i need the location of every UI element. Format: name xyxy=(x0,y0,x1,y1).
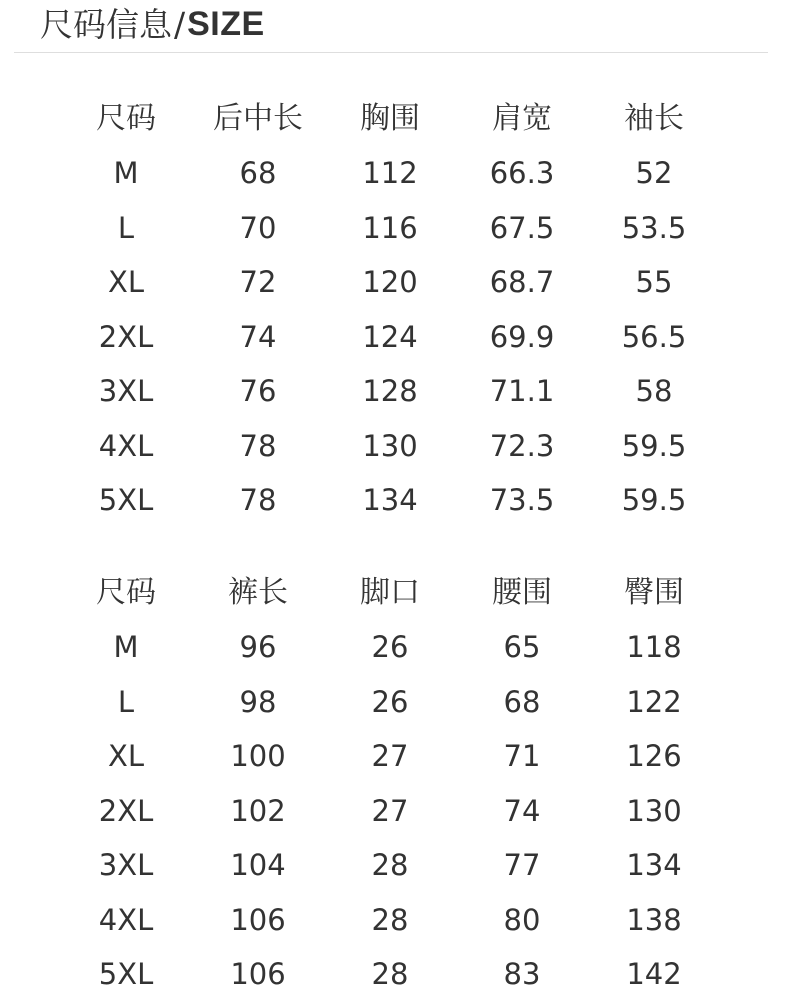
table-cell: 3XL xyxy=(60,365,192,420)
table-cell: 59.5 xyxy=(588,474,720,529)
table-cell: 130 xyxy=(588,784,720,839)
table-row xyxy=(60,419,720,474)
table-cell: 26 xyxy=(324,621,456,676)
table-cell: 106 xyxy=(192,948,324,1002)
table-cell: 26 xyxy=(324,675,456,730)
table-cell: 72.3 xyxy=(456,419,588,474)
table-cell: 130 xyxy=(324,419,456,474)
table-row xyxy=(60,730,720,785)
column-header: 肩宽 xyxy=(456,92,588,147)
table-cell: 124 xyxy=(324,310,456,365)
table-cell: 4XL xyxy=(60,419,192,474)
table-cell: 71.1 xyxy=(456,365,588,420)
table-cell: 72 xyxy=(192,256,324,311)
table-cell: 2XL xyxy=(60,310,192,365)
table-cell: M xyxy=(60,147,192,202)
table-row xyxy=(60,784,720,839)
top-size-table xyxy=(60,92,720,528)
page-title-english: SIZE xyxy=(187,7,265,41)
table-cell: 74 xyxy=(456,784,588,839)
column-header: 胸围 xyxy=(324,92,456,147)
column-header: 尺码 xyxy=(60,566,192,621)
table-cell: 65 xyxy=(456,621,588,676)
table-cell: 68 xyxy=(456,675,588,730)
table-cell: 77 xyxy=(456,839,588,894)
table-cell: 3XL xyxy=(60,839,192,894)
table-cell: 53.5 xyxy=(588,201,720,256)
table-cell: 73.5 xyxy=(456,474,588,529)
page-title xyxy=(40,0,265,48)
table-cell: 58 xyxy=(588,365,720,420)
table-row xyxy=(60,310,720,365)
table-cell: 70 xyxy=(192,201,324,256)
table-cell: 59.5 xyxy=(588,419,720,474)
table-row xyxy=(60,256,720,311)
table-cell: 28 xyxy=(324,893,456,948)
table-cell: 69.9 xyxy=(456,310,588,365)
table-cell: 67.5 xyxy=(456,201,588,256)
table-cell: 112 xyxy=(324,147,456,202)
column-header: 腰围 xyxy=(456,566,588,621)
table-cell: 96 xyxy=(192,621,324,676)
column-header: 后中长 xyxy=(192,92,324,147)
column-header: 袖长 xyxy=(588,92,720,147)
table-cell: 134 xyxy=(324,474,456,529)
bottom-size-table xyxy=(60,566,720,1002)
table-cell: 28 xyxy=(324,839,456,894)
table-cell: 2XL xyxy=(60,784,192,839)
table-cell: 83 xyxy=(456,948,588,1002)
table-row xyxy=(60,474,720,529)
table-cell: 138 xyxy=(588,893,720,948)
table-cell: 100 xyxy=(192,730,324,785)
table-cell: 74 xyxy=(192,310,324,365)
table-header-row xyxy=(60,566,720,621)
table-cell: L xyxy=(60,675,192,730)
column-header: 臀围 xyxy=(588,566,720,621)
table-cell: 4XL xyxy=(60,893,192,948)
table-cell: XL xyxy=(60,730,192,785)
table-row xyxy=(60,839,720,894)
table-row xyxy=(60,948,720,1002)
table-cell: 116 xyxy=(324,201,456,256)
table-cell: 78 xyxy=(192,419,324,474)
table-cell: 142 xyxy=(588,948,720,1002)
table-cell: 106 xyxy=(192,893,324,948)
table-cell: 5XL xyxy=(60,948,192,1002)
table-cell: 120 xyxy=(324,256,456,311)
header-divider xyxy=(14,52,768,53)
page-title-chinese: 尺码信息 xyxy=(40,8,172,41)
table-cell: L xyxy=(60,201,192,256)
table-cell: 118 xyxy=(588,621,720,676)
table-row xyxy=(60,675,720,730)
table-cell: 104 xyxy=(192,839,324,894)
table-cell: 122 xyxy=(588,675,720,730)
table-cell: 126 xyxy=(588,730,720,785)
table-row xyxy=(60,365,720,420)
table-cell: 5XL xyxy=(60,474,192,529)
table-row xyxy=(60,621,720,676)
table-row xyxy=(60,147,720,202)
table-cell: M xyxy=(60,621,192,676)
table-cell: 27 xyxy=(324,730,456,785)
column-header: 裤长 xyxy=(192,566,324,621)
table-cell: 66.3 xyxy=(456,147,588,202)
table-cell: 76 xyxy=(192,365,324,420)
table-cell: 68.7 xyxy=(456,256,588,311)
table-row xyxy=(60,201,720,256)
table-cell: 52 xyxy=(588,147,720,202)
column-header: 脚口 xyxy=(324,566,456,621)
table-cell: 80 xyxy=(456,893,588,948)
table-cell: 27 xyxy=(324,784,456,839)
table-cell: 102 xyxy=(192,784,324,839)
table-cell: 28 xyxy=(324,948,456,1002)
table-cell: 128 xyxy=(324,365,456,420)
table-cell: 68 xyxy=(192,147,324,202)
table-cell: 55 xyxy=(588,256,720,311)
table-row xyxy=(60,893,720,948)
table-cell: 78 xyxy=(192,474,324,529)
page-title-separator: / xyxy=(174,8,185,41)
table-cell: XL xyxy=(60,256,192,311)
column-header: 尺码 xyxy=(60,92,192,147)
table-cell: 71 xyxy=(456,730,588,785)
table-cell: 134 xyxy=(588,839,720,894)
table-cell: 98 xyxy=(192,675,324,730)
table-cell: 56.5 xyxy=(588,310,720,365)
table-header-row xyxy=(60,92,720,147)
